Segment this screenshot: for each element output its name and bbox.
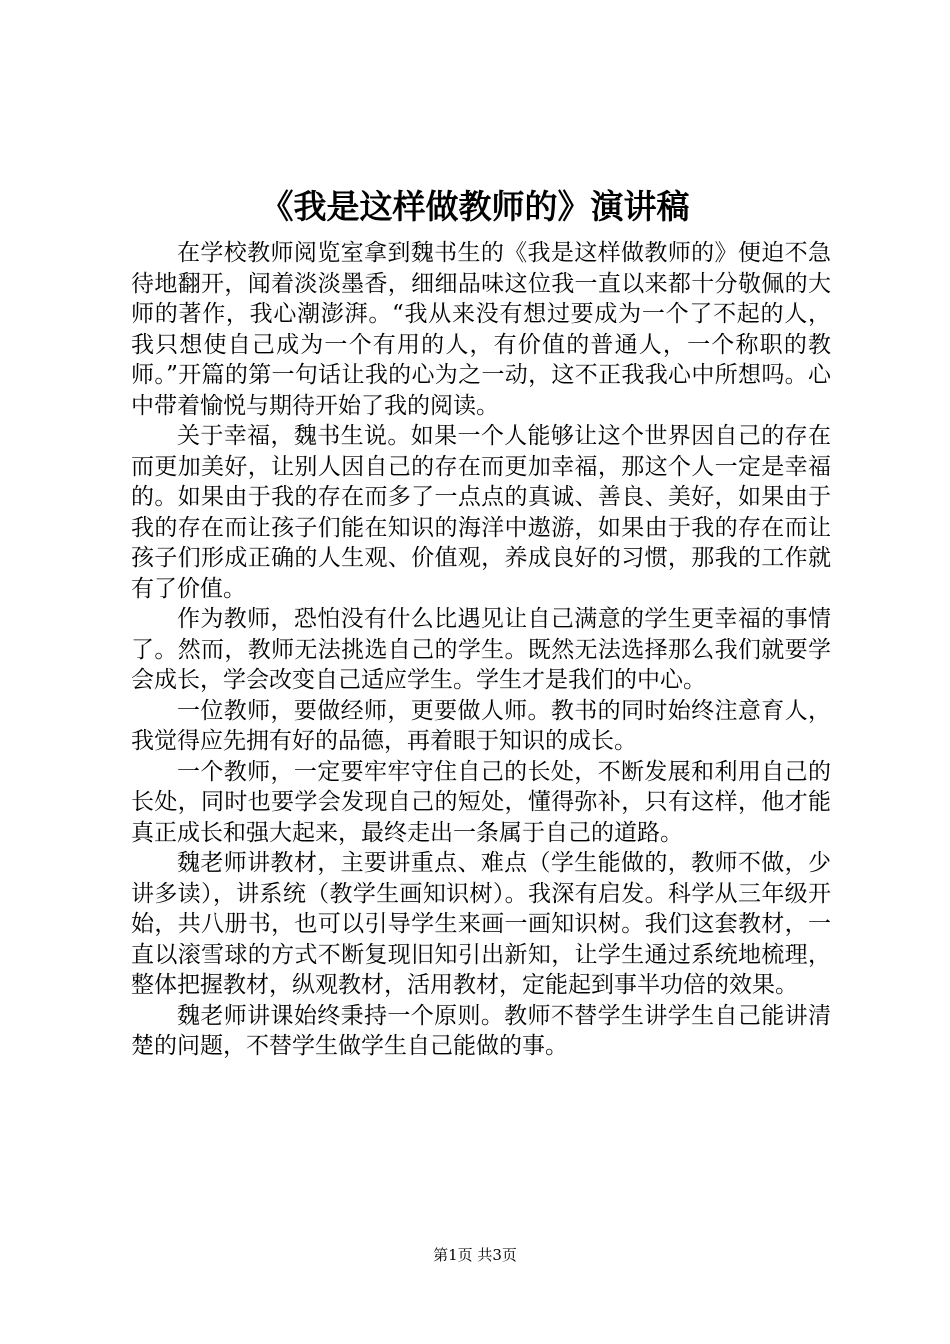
paragraph: 作为教师，恐怕没有什么比遇见让自己满意的学生更幸福的事情了。然而，教师无法挑选自己的学生。既然无法选择那么我们就要学会成长，学会改变自己适应学生。学生才是我们的中心。 (131, 606, 831, 693)
paragraph: 在学校教师阅览室拿到魏书生的《我是这样做教师的》便迫不急待地翻开，闻着淡淡墨香，细细品味这位我一直以来都十分敬佩的大师的著作，我心潮澎湃。“我从来没有想过要成为一个了不起的人，我只想使自己成为一个有用的人，有价值的普通人，一个称职的教师。”开篇的第一句话让我的心为之一动，这不正我我心中所想吗。心中带着愉悦与期待开始了我的阅读。 (131, 240, 831, 419)
page-footer: 第1页 共3页 (433, 1246, 517, 1264)
document-body (131, 238, 831, 1062)
paragraph: 魏老师讲课始终秉持一个原则。教师不替学生讲学生自己能讲清楚的问题，不替学生做学生自己能做的事。 (131, 1002, 831, 1059)
paragraph: 魏老师讲教材，主要讲重点、难点（学生能做的，教师不做，少讲多读），讲系统（教学生画知识树）。我深有启发。科学从三年级开始，共八册书，也可以引导学生来画一画知识树。我们这套教材，一直以滚雪球的方式不断复现旧知引出新知，让学生通过系统地梳理，整体把握教材，纵观教材，活用教材，定能起到事半功倍的效果。 (131, 850, 831, 998)
document-title: 《我是这样做教师的》演讲稿 (260, 187, 690, 226)
paragraph: 关于幸福，魏书生说。如果一个人能够让这个世界因自己的存在而更加美好，让别人因自己的存在而更加幸福，那这个人一定是幸福的。如果由于我的存在而多了一点点的真诚、善良、美好，如果由于我的存在而让孩子们能在知识的海洋中遨游，如果由于我的存在而让孩子们形成正确的人生观、价值观，养成良好的习惯，那我的工作就有了价值。 (131, 423, 831, 602)
paragraph: 一个教师，一定要牢牢守住自己的长处，不断发展和利用自己的长处，同时也要学会发现自己的短处，懂得弥补，只有这样，他才能真正成长和强大起来，最终走出一条属于自己的道路。 (131, 758, 831, 846)
paragraph: 一位教师，要做经师，更要做人师。教书的同时始终注意育人，我觉得应先拥有好的品德，再着眼于知识的成长。 (131, 697, 831, 754)
